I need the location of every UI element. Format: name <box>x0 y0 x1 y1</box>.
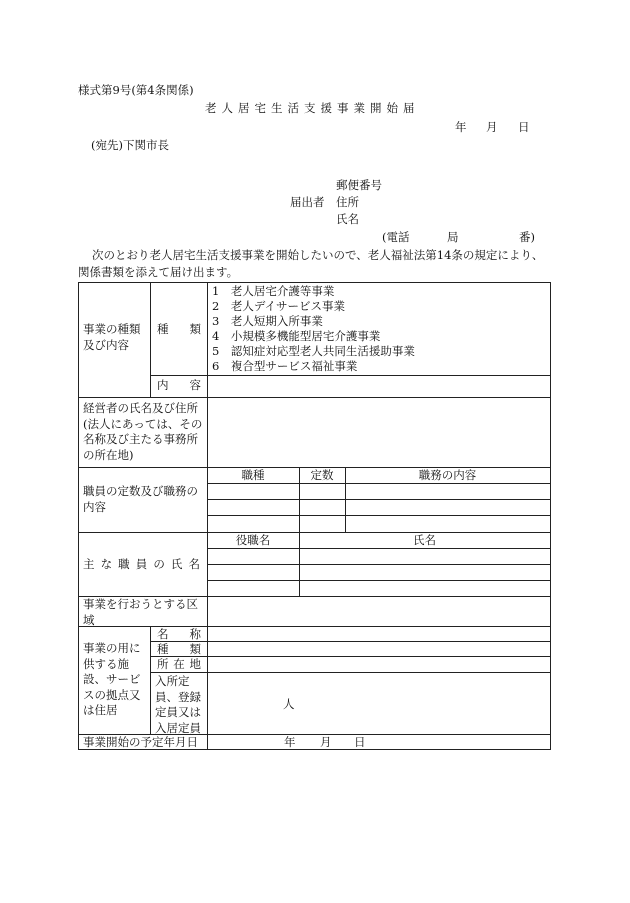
facility-kind-label: 種 類 <box>157 642 201 656</box>
main-staff-name-header: 氏名 <box>413 533 436 547</box>
page-title: 老人居宅生活支援事業開始届 <box>205 101 420 115</box>
type-item-5: 5 認知症対応型老人共同生活援助事業 <box>212 344 415 358</box>
facility-name-label: 名 称 <box>157 627 201 641</box>
address-label: 住所 <box>336 195 359 209</box>
phone-number-label: 番) <box>519 230 535 244</box>
staff-position-header: 職種 <box>241 468 265 482</box>
start-date-year: 年 <box>284 735 296 749</box>
facility-capacity-label: 入所定員、登録定員又は入居定員 <box>155 674 201 735</box>
statement-line-1: 次のとおり老人居宅生活支援事業を開始したいので、老人福祉法第14条の規定により、 <box>92 248 544 262</box>
content-label: 内 容 <box>157 378 201 392</box>
date-year: 年 <box>455 120 467 134</box>
staff-label: 職員の定数及び職務の内容 <box>83 484 198 514</box>
facility-label: 事業の用に供する施設、サービスの拠点又は住居 <box>83 641 141 717</box>
type-item-3: 3 老人短期入所事業 <box>212 314 323 328</box>
type-item-2: 2 老人デイサービス事業 <box>212 299 346 313</box>
operator-label: 経営者の氏名及び住所(法人にあっては、その名称及び主たる事務所の所在地) <box>83 401 203 462</box>
date-month: 月 <box>486 120 498 134</box>
facility-location-label: 所 在 地 <box>157 657 201 671</box>
main-staff-label: 主 な 職 員 の 氏 名 <box>83 557 200 571</box>
phone-exchange-label: 局 <box>447 230 459 244</box>
statement-line-2: 関係書類を添えて届け出ます。 <box>78 265 239 279</box>
area-label: 事業を行おうとする区域 <box>83 597 198 627</box>
main-staff-role-header: 役職名 <box>235 533 271 547</box>
phone-label: (電話 <box>382 230 410 244</box>
form-number: 様式第9号(第4条関係) <box>78 83 194 97</box>
start-date-day: 日 <box>354 735 366 749</box>
type-item-6: 6 複合型サービス福祉事業 <box>212 359 358 373</box>
type-item-4: 4 小規模多機能型居宅介護事業 <box>212 329 381 343</box>
date-day: 日 <box>518 120 530 134</box>
name-label: 氏名 <box>336 212 359 226</box>
business-type-label: 事業の種類及び内容 <box>83 322 141 352</box>
staff-count-header: 定数 <box>310 468 334 482</box>
start-date-label: 事業開始の予定年月日 <box>83 735 198 749</box>
start-date-month: 月 <box>320 735 332 749</box>
addressee: (宛先)下関市長 <box>91 138 169 152</box>
staff-duties-header: 職務の内容 <box>418 468 477 482</box>
type-label: 種 類 <box>157 322 201 336</box>
type-item-1: 1 老人居宅介護等事業 <box>212 284 335 298</box>
applicant-label: 届出者 <box>290 195 325 209</box>
postal-code-label: 郵便番号 <box>336 178 382 192</box>
capacity-unit: 人 <box>283 697 295 711</box>
